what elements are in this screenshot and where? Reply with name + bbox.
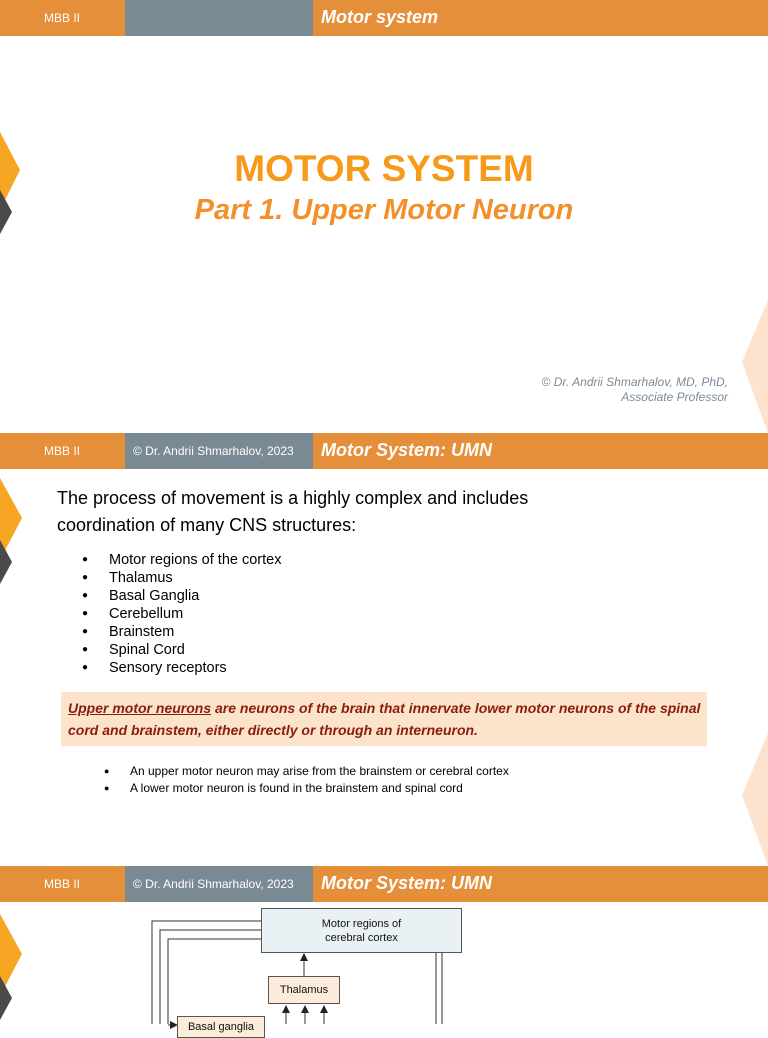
- header-course-label: MBB II: [44, 877, 81, 891]
- basal-ganglia-box: Basal ganglia: [177, 1016, 265, 1038]
- definition-callout: [61, 692, 707, 746]
- slide-umn-diagram: [0, 866, 768, 1033]
- list-item: ● Motor regions of the cortex: [82, 551, 281, 569]
- neuron-notes-list: [104, 763, 509, 797]
- author-position: Associate Professor: [621, 390, 728, 404]
- author-name: © Dr. Andrii Shmarhalov, MD, PhD,: [541, 375, 728, 389]
- right-chevron-decoration: [742, 300, 768, 433]
- header-title: Motor system: [321, 7, 439, 27]
- cortex-label-line2: cerebral cortex: [325, 932, 398, 944]
- slide-subtitle: Part 1. Upper Motor Neuron: [194, 194, 574, 226]
- left-chevron-decoration: [0, 478, 24, 588]
- cortex-label-line1: Motor regions of: [321, 918, 402, 930]
- header-title: Motor System: UMN: [321, 440, 493, 460]
- list-item: ● An upper motor neuron may arise from the brainstem or cerebral cortex: [104, 763, 509, 780]
- header-copyright: © Dr. Andrii Shmarhalov, 2023: [133, 877, 294, 891]
- slide-header: [0, 433, 768, 469]
- header-gray-block: [125, 0, 313, 36]
- definition-text: [68, 697, 703, 741]
- slide-main-title: MOTOR SYSTEM: [234, 148, 534, 189]
- cns-structures-list: [82, 551, 281, 677]
- header-course-label: MBB II: [44, 444, 81, 458]
- thalamus-box: Thalamus: [268, 976, 340, 1004]
- author-credit: [542, 375, 728, 405]
- header-course-label: MBB II: [44, 11, 81, 25]
- list-item: ● Basal Ganglia: [82, 587, 281, 605]
- slide-umn-intro: [0, 433, 768, 866]
- cortex-box: [261, 908, 462, 953]
- right-chevron-decoration: [742, 733, 768, 866]
- header-copyright: © Dr. Andrii Shmarhalov, 2023: [133, 444, 294, 458]
- definition-term: Upper motor neurons: [68, 700, 212, 716]
- header-title: Motor System: UMN: [321, 873, 493, 893]
- definition-body: are neurons of the brain that innervate lower motor neurons of the spinal cord and brainstem, either directly or through an interneuron.: [68, 700, 701, 738]
- list-item: ● A lower motor neuron is found in the brainstem and spinal cord: [104, 780, 509, 797]
- slide-title: [0, 0, 768, 433]
- slide-header: [0, 0, 768, 36]
- intro-paragraph: The process of movement is a highly complex and includes coordination of many CNS structures:: [57, 488, 529, 535]
- list-item: ● Thalamus: [82, 569, 281, 587]
- list-item: ● Sensory receptors: [82, 659, 281, 677]
- list-item: ● Cerebellum: [82, 605, 281, 623]
- list-item: ● Spinal Cord: [82, 641, 281, 659]
- list-item: ● Brainstem: [82, 623, 281, 641]
